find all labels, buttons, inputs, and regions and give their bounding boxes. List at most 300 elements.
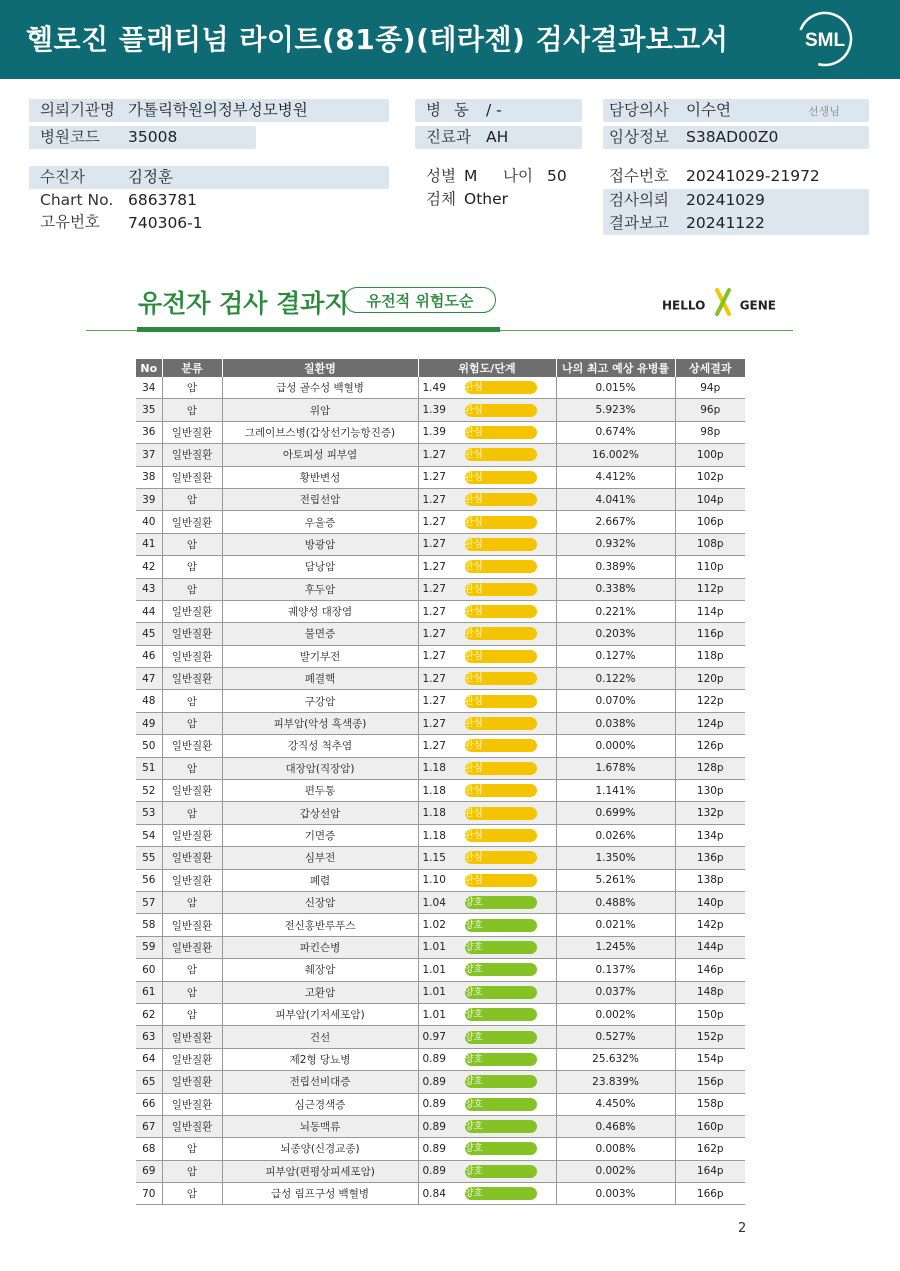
risk-score: 1.04 — [422, 896, 446, 909]
risk-score: 1.15 — [422, 851, 446, 864]
risk-score: 1.27 — [422, 605, 446, 618]
risk-score: 1.27 — [422, 627, 446, 640]
department-label: 진료과 — [426, 128, 471, 146]
report-date-value: 20241122 — [686, 214, 765, 232]
cell-risk — [418, 690, 556, 712]
cell-no: 68 — [136, 1138, 162, 1160]
report-header — [0, 0, 900, 79]
header-no: No — [136, 359, 162, 377]
cell-no: 63 — [136, 1026, 162, 1048]
cell-disease: 신장암 — [222, 891, 418, 913]
cell-detail-page: 142p — [675, 914, 745, 936]
risk-score: 0.89 — [422, 1120, 446, 1133]
cell-prevalence: 0.389% — [556, 556, 675, 578]
request-value: 20241029 — [686, 191, 765, 209]
table-row — [136, 936, 745, 958]
doctor-value: 이수연 — [686, 101, 731, 119]
cell-disease: 구강암 — [222, 690, 418, 712]
age-label: 나이 — [503, 167, 533, 185]
cell-disease: 우울증 — [222, 511, 418, 533]
cell-risk — [418, 847, 556, 869]
cell-no: 42 — [136, 556, 162, 578]
risk-level-badge: 관심 — [465, 583, 537, 596]
cell-disease: 피부암(기저세포암) — [222, 1003, 418, 1025]
sex-value: M — [464, 167, 478, 185]
cell-no: 46 — [136, 645, 162, 667]
cell-no: 51 — [136, 757, 162, 779]
cell-prevalence: 0.338% — [556, 578, 675, 600]
table-row — [136, 1160, 745, 1182]
risk-level-badge: 관심 — [465, 493, 537, 506]
cell-risk — [418, 1115, 556, 1137]
risk-score: 1.27 — [422, 695, 446, 708]
cell-risk — [418, 757, 556, 779]
risk-score: 1.18 — [422, 762, 446, 775]
cell-risk — [418, 399, 556, 421]
risk-level-badge: 양호 — [465, 986, 537, 999]
section-rule-accent — [137, 327, 500, 332]
cell-disease: 전신홍반루푸스 — [222, 914, 418, 936]
cell-disease: 심근경색증 — [222, 1093, 418, 1115]
cell-detail-page: 94p — [675, 377, 745, 399]
cell-prevalence: 0.070% — [556, 690, 675, 712]
risk-score: 1.27 — [422, 516, 446, 529]
specimen-label: 검체 — [426, 190, 456, 208]
cell-no: 60 — [136, 959, 162, 981]
cell-risk — [418, 511, 556, 533]
cell-no: 67 — [136, 1115, 162, 1137]
cell-category: 암 — [162, 959, 222, 981]
ward-label: 병 동 — [426, 101, 473, 119]
cell-disease: 후두암 — [222, 578, 418, 600]
cell-risk — [418, 377, 556, 399]
risk-score: 1.39 — [422, 426, 446, 439]
cell-no: 62 — [136, 1003, 162, 1025]
cell-category: 암 — [162, 578, 222, 600]
cell-risk — [418, 1026, 556, 1048]
cell-detail-page: 126p — [675, 735, 745, 757]
cell-detail-page: 108p — [675, 533, 745, 555]
ward-value: / - — [486, 101, 502, 119]
cell-no: 47 — [136, 668, 162, 690]
table-header-row — [136, 359, 745, 377]
risk-score: 1.27 — [422, 538, 446, 551]
cell-disease: 폐결핵 — [222, 668, 418, 690]
cell-category: 일반질환 — [162, 735, 222, 757]
cell-category: 암 — [162, 981, 222, 1003]
header-detail: 상세결과 — [675, 359, 745, 377]
risk-score: 1.27 — [422, 560, 446, 573]
risk-score: 0.97 — [422, 1031, 446, 1044]
cell-no: 45 — [136, 623, 162, 645]
risk-score: 1.01 — [422, 1008, 446, 1021]
cell-prevalence: 0.000% — [556, 735, 675, 757]
cell-no: 69 — [136, 1160, 162, 1182]
cell-no: 48 — [136, 690, 162, 712]
chart-no-value: 6863781 — [128, 191, 198, 209]
request-label: 검사의뢰 — [609, 191, 669, 209]
brand-right-text: GENE — [739, 298, 776, 313]
cell-prevalence: 0.221% — [556, 600, 675, 622]
risk-level-badge: 관심 — [465, 538, 537, 551]
table-row — [136, 623, 745, 645]
cell-prevalence: 4.412% — [556, 466, 675, 488]
page-number: 2 — [738, 1221, 747, 1236]
table-row — [136, 690, 745, 712]
cell-no: 56 — [136, 869, 162, 891]
cell-detail-page: 114p — [675, 600, 745, 622]
cell-category: 일반질환 — [162, 1026, 222, 1048]
risk-level-badge: 관심 — [465, 426, 537, 439]
table-row — [136, 757, 745, 779]
risk-score: 1.10 — [422, 874, 446, 887]
table-row — [136, 556, 745, 578]
table-row — [136, 466, 745, 488]
risk-score: 1.27 — [422, 672, 446, 685]
cell-category: 암 — [162, 533, 222, 555]
risk-score: 1.18 — [422, 807, 446, 820]
risk-level-badge: 관심 — [465, 471, 537, 484]
cell-prevalence: 0.008% — [556, 1138, 675, 1160]
cell-category: 일반질환 — [162, 466, 222, 488]
cell-risk — [418, 1071, 556, 1093]
cell-no: 61 — [136, 981, 162, 1003]
table-row — [136, 780, 745, 802]
cell-detail-page: 144p — [675, 936, 745, 958]
cell-prevalence: 0.137% — [556, 959, 675, 981]
risk-level-badge: 양호 — [465, 1165, 537, 1178]
institution-label: 의뢰기관명 — [40, 101, 115, 119]
risk-level-badge: 관심 — [465, 874, 537, 887]
cell-category: 암 — [162, 712, 222, 734]
risk-level-badge: 관심 — [465, 672, 537, 685]
cell-detail-page: 100p — [675, 444, 745, 466]
sml-logo — [796, 10, 854, 68]
table-row — [136, 1003, 745, 1025]
table-row — [136, 847, 745, 869]
cell-category: 일반질환 — [162, 780, 222, 802]
cell-detail-page: 152p — [675, 1026, 745, 1048]
cell-no: 66 — [136, 1093, 162, 1115]
risk-level-badge: 관심 — [465, 829, 537, 842]
risk-level-badge: 양호 — [465, 941, 537, 954]
cell-prevalence: 16.002% — [556, 444, 675, 466]
cell-detail-page: 134p — [675, 824, 745, 846]
table-row — [136, 668, 745, 690]
cell-category: 암 — [162, 1138, 222, 1160]
risk-score: 1.01 — [422, 941, 446, 954]
cell-detail-page: 140p — [675, 891, 745, 913]
cell-prevalence: 0.015% — [556, 377, 675, 399]
cell-no: 57 — [136, 891, 162, 913]
cell-risk — [418, 891, 556, 913]
risk-score: 1.39 — [422, 404, 446, 417]
cell-disease: 기면증 — [222, 824, 418, 846]
cell-detail-page: 156p — [675, 1071, 745, 1093]
table-row — [136, 1026, 745, 1048]
cell-risk — [418, 869, 556, 891]
cell-no: 35 — [136, 399, 162, 421]
clinical-value: S38AD00Z0 — [686, 128, 779, 146]
risk-level-badge: 관심 — [465, 717, 537, 730]
table-row — [136, 600, 745, 622]
cell-disease: 강직성 척추염 — [222, 735, 418, 757]
doctor-suffix: 선생님 — [808, 105, 840, 118]
cell-prevalence: 0.127% — [556, 645, 675, 667]
table-row — [136, 444, 745, 466]
cell-detail-page: 102p — [675, 466, 745, 488]
cell-no: 40 — [136, 511, 162, 533]
risk-score: 1.27 — [422, 493, 446, 506]
department-value: AH — [486, 128, 509, 146]
cell-category: 일반질환 — [162, 421, 222, 443]
cell-prevalence: 0.122% — [556, 668, 675, 690]
sex-label: 성별 — [426, 167, 456, 185]
cell-risk — [418, 444, 556, 466]
cell-no: 44 — [136, 600, 162, 622]
cell-category: 일반질환 — [162, 936, 222, 958]
hello-gene-logo — [662, 292, 776, 320]
cell-disease: 담낭암 — [222, 556, 418, 578]
cell-risk — [418, 1003, 556, 1025]
cell-no: 64 — [136, 1048, 162, 1070]
cell-disease: 폐렴 — [222, 869, 418, 891]
cell-no: 50 — [136, 735, 162, 757]
table-row — [136, 891, 745, 913]
risk-score: 1.27 — [422, 717, 446, 730]
cell-category: 일반질환 — [162, 1115, 222, 1137]
cell-prevalence: 2.667% — [556, 511, 675, 533]
risk-score: 1.01 — [422, 986, 446, 999]
risk-score: 0.89 — [422, 1098, 446, 1111]
cell-disease: 췌장암 — [222, 959, 418, 981]
cell-no: 41 — [136, 533, 162, 555]
cell-disease: 편두통 — [222, 780, 418, 802]
cell-disease: 뇌종양(신경교종) — [222, 1138, 418, 1160]
cell-detail-page: 166p — [675, 1183, 745, 1205]
cell-detail-page: 154p — [675, 1048, 745, 1070]
cell-disease: 전립선비대증 — [222, 1071, 418, 1093]
cell-category: 암 — [162, 377, 222, 399]
risk-level-badge: 양호 — [465, 1142, 537, 1155]
risk-score: 1.27 — [422, 448, 446, 461]
cell-risk — [418, 623, 556, 645]
cell-category: 암 — [162, 757, 222, 779]
cell-no: 55 — [136, 847, 162, 869]
cell-risk — [418, 578, 556, 600]
cell-detail-page: 128p — [675, 757, 745, 779]
cell-disease: 피부암(악성 흑색종) — [222, 712, 418, 734]
cell-disease: 아토피성 피부염 — [222, 444, 418, 466]
cell-disease: 위암 — [222, 399, 418, 421]
cell-risk — [418, 780, 556, 802]
cell-detail-page: 98p — [675, 421, 745, 443]
doctor-label: 담당의사 — [609, 101, 669, 119]
cell-no: 59 — [136, 936, 162, 958]
cell-category: 일반질환 — [162, 444, 222, 466]
cell-category: 일반질환 — [162, 824, 222, 846]
cell-prevalence: 0.021% — [556, 914, 675, 936]
cell-risk — [418, 668, 556, 690]
risk-level-badge: 관심 — [465, 695, 537, 708]
cell-risk — [418, 645, 556, 667]
cell-category: 일반질환 — [162, 1071, 222, 1093]
table-row — [136, 377, 745, 399]
table-row — [136, 1183, 745, 1205]
header-category: 분류 — [162, 359, 222, 377]
risk-level-badge: 양호 — [465, 963, 537, 976]
cell-prevalence: 0.674% — [556, 421, 675, 443]
section-subtitle-pill: 유전적 위험도순 — [344, 287, 496, 313]
cell-detail-page: 164p — [675, 1160, 745, 1182]
cell-risk — [418, 421, 556, 443]
cell-category: 암 — [162, 399, 222, 421]
cell-prevalence: 1.350% — [556, 847, 675, 869]
table-row — [136, 421, 745, 443]
cell-prevalence: 0.038% — [556, 712, 675, 734]
table-row — [136, 1115, 745, 1137]
cell-detail-page: 132p — [675, 802, 745, 824]
cell-prevalence: 0.932% — [556, 533, 675, 555]
cell-category: 암 — [162, 690, 222, 712]
cell-category: 암 — [162, 1183, 222, 1205]
risk-level-badge: 관심 — [465, 784, 537, 797]
cell-detail-page: 138p — [675, 869, 745, 891]
cell-no: 70 — [136, 1183, 162, 1205]
cell-prevalence: 0.002% — [556, 1160, 675, 1182]
cell-prevalence: 25.632% — [556, 1048, 675, 1070]
cell-category: 암 — [162, 488, 222, 510]
table-row — [136, 824, 745, 846]
cell-disease: 황반변성 — [222, 466, 418, 488]
cell-disease: 제2형 당뇨병 — [222, 1048, 418, 1070]
table-row — [136, 488, 745, 510]
cell-risk — [418, 1138, 556, 1160]
cell-detail-page: 120p — [675, 668, 745, 690]
risk-score: 0.89 — [422, 1075, 446, 1088]
cell-disease: 심부전 — [222, 847, 418, 869]
age-value: 50 — [547, 167, 567, 185]
cell-prevalence: 1.141% — [556, 780, 675, 802]
cell-risk — [418, 556, 556, 578]
cell-category: 암 — [162, 802, 222, 824]
cell-no: 38 — [136, 466, 162, 488]
risk-level-badge: 관심 — [465, 605, 537, 618]
hospital-code-label: 병원코드 — [40, 128, 100, 146]
cell-risk — [418, 824, 556, 846]
cell-disease: 피부암(편평상피세포암) — [222, 1160, 418, 1182]
table-row — [136, 1138, 745, 1160]
cell-detail-page: 162p — [675, 1138, 745, 1160]
hospital-code-value: 35008 — [128, 128, 178, 146]
cell-detail-page: 150p — [675, 1003, 745, 1025]
risk-level-badge: 양호 — [465, 919, 537, 932]
risk-score: 1.02 — [422, 919, 446, 932]
cell-category: 암 — [162, 891, 222, 913]
cell-no: 65 — [136, 1071, 162, 1093]
table-row — [136, 533, 745, 555]
cell-risk — [418, 712, 556, 734]
table-row — [136, 869, 745, 891]
cell-prevalence: 0.037% — [556, 981, 675, 1003]
cell-prevalence: 0.699% — [556, 802, 675, 824]
cell-disease: 파킨슨병 — [222, 936, 418, 958]
cell-prevalence: 0.468% — [556, 1115, 675, 1137]
section-title: 유전자 검사 결과지 — [138, 289, 349, 318]
cell-category: 일반질환 — [162, 847, 222, 869]
cell-disease: 방광암 — [222, 533, 418, 555]
results-table — [136, 359, 745, 1205]
cell-risk — [418, 981, 556, 1003]
cell-prevalence: 1.678% — [556, 757, 675, 779]
patient-value: 김정훈 — [128, 168, 173, 186]
cell-no: 53 — [136, 802, 162, 824]
table-row — [136, 578, 745, 600]
risk-score: 0.89 — [422, 1053, 446, 1066]
cell-no: 54 — [136, 824, 162, 846]
institution-value: 가톨릭학원의정부성모병원 — [128, 101, 308, 119]
cell-prevalence: 0.527% — [556, 1026, 675, 1048]
risk-score: 0.89 — [422, 1165, 446, 1178]
risk-level-badge: 관심 — [465, 851, 537, 864]
cell-detail-page: 148p — [675, 981, 745, 1003]
cell-risk — [418, 1160, 556, 1182]
table-row — [136, 914, 745, 936]
header-disease: 질환명 — [222, 359, 418, 377]
risk-score: 1.27 — [422, 739, 446, 752]
receipt-value: 20241029-21972 — [686, 167, 820, 185]
risk-level-badge: 양호 — [465, 1098, 537, 1111]
risk-score: 1.27 — [422, 650, 446, 663]
risk-score: 1.27 — [422, 583, 446, 596]
risk-level-badge: 양호 — [465, 1120, 537, 1133]
cell-risk — [418, 533, 556, 555]
table-row — [136, 802, 745, 824]
cell-category: 암 — [162, 1160, 222, 1182]
cell-detail-page: 160p — [675, 1115, 745, 1137]
cell-risk — [418, 466, 556, 488]
cell-category: 일반질환 — [162, 668, 222, 690]
risk-level-badge: 양호 — [465, 1031, 537, 1044]
unique-no-value: 740306-1 — [128, 214, 203, 232]
header-prevalence: 나의 최고 예상 유병률 — [556, 359, 675, 377]
risk-level-badge: 양호 — [465, 1075, 537, 1088]
specimen-value: Other — [464, 190, 509, 208]
table-row — [136, 735, 745, 757]
clinical-label: 임상정보 — [609, 128, 669, 146]
cell-no: 43 — [136, 578, 162, 600]
cell-prevalence: 4.450% — [556, 1093, 675, 1115]
header-risk: 위험도/단계 — [418, 359, 556, 377]
risk-level-badge: 양호 — [465, 1187, 537, 1200]
cell-risk — [418, 959, 556, 981]
risk-level-badge: 관심 — [465, 762, 537, 775]
patient-label: 수진자 — [40, 168, 85, 186]
table-row — [136, 981, 745, 1003]
cell-detail-page: 118p — [675, 645, 745, 667]
svg-text:SML: SML — [804, 30, 846, 51]
cell-no: 34 — [136, 377, 162, 399]
risk-score: 0.84 — [422, 1187, 446, 1200]
table-row — [136, 712, 745, 734]
cell-disease: 전립선암 — [222, 488, 418, 510]
cell-category: 일반질환 — [162, 914, 222, 936]
cell-disease: 급성 골수성 백혈병 — [222, 377, 418, 399]
risk-level-badge: 관심 — [465, 448, 537, 461]
risk-level-badge: 관심 — [465, 516, 537, 529]
cell-detail-page: 158p — [675, 1093, 745, 1115]
cell-no: 58 — [136, 914, 162, 936]
